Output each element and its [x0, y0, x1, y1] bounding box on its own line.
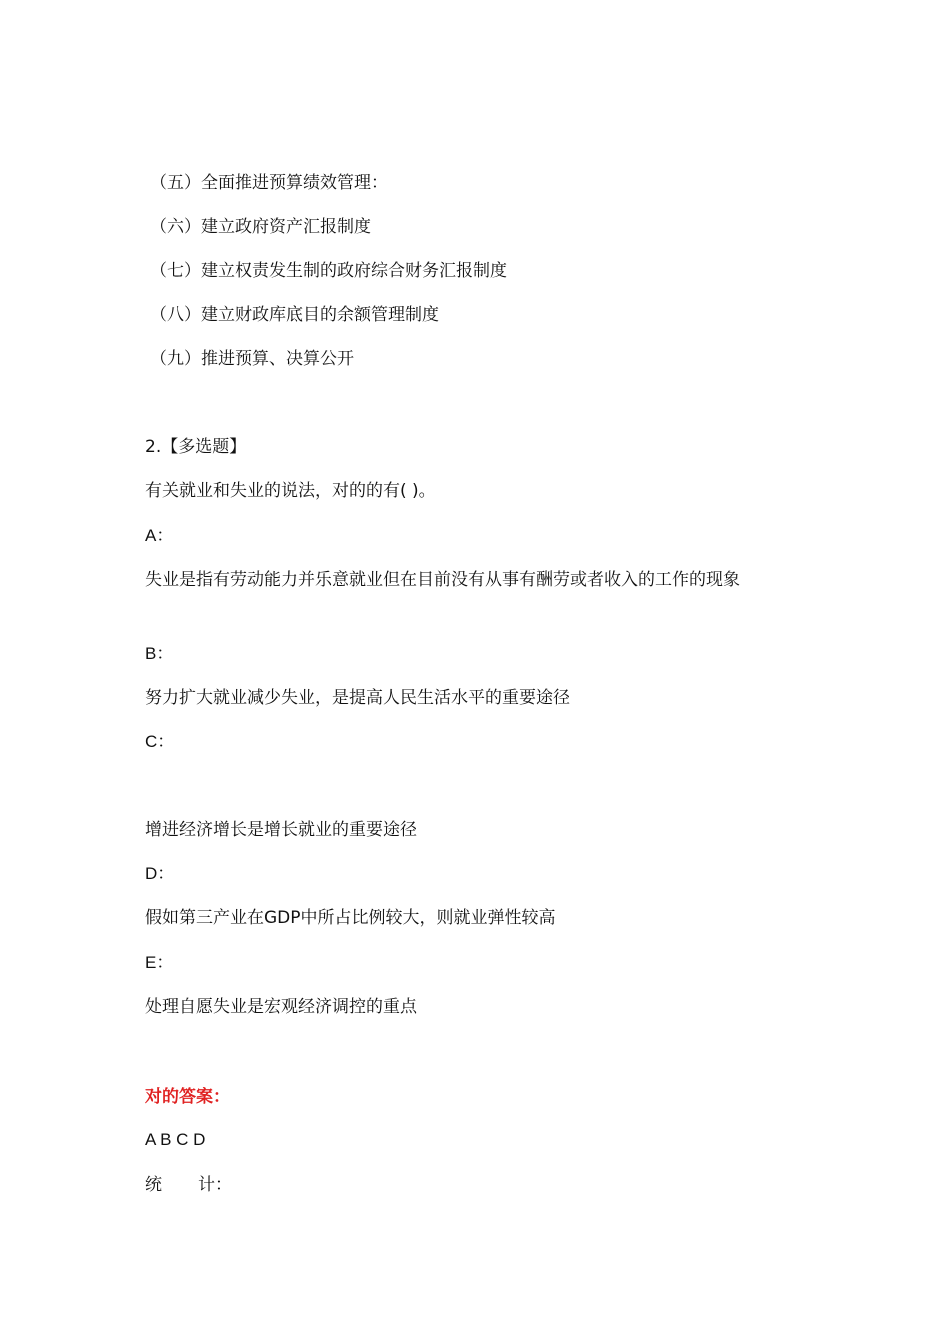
outline-item-7: （七）建立权责发生制的政府综合财务汇报制度: [150, 261, 507, 281]
outline-item-6: （六）建立政府资产汇报制度: [150, 217, 371, 237]
option-d-label: D：: [145, 864, 175, 883]
outline-item-8: （八）建立财政库底目的余额管理制度: [150, 305, 439, 325]
option-a-text: 失业是指有劳动能力并乐意就业但在目前没有从事有酬劳或者收入的工作的现象: [145, 570, 740, 590]
option-c-label: C：: [145, 732, 175, 751]
stats-label-char1: 统: [145, 1175, 162, 1195]
option-d-text: 假如第三产业在GDP中所占比例较大，则就业弹性较高: [145, 908, 556, 928]
answer-value: A B C D: [145, 1130, 206, 1149]
answer-heading: 对的答案：: [145, 1087, 230, 1107]
option-b-label: B：: [145, 644, 174, 663]
question-stem: 有关就业和失业的说法，对的的有( )。: [145, 481, 436, 501]
option-e-text: 处理自愿失业是宏观经济调控的重点: [145, 997, 417, 1017]
stats-label: [145, 1173, 232, 1197]
option-c-text: 增进经济增长是增长就业的重要途径: [145, 820, 417, 840]
outline-item-9: （九）推进预算、决算公开: [150, 349, 354, 369]
stats-label-char2: 计：: [198, 1175, 232, 1195]
option-a-label: A：: [145, 526, 174, 545]
option-e-label: E：: [145, 953, 174, 972]
option-b-text: 努力扩大就业减少失业，是提高人民生活水平的重要途径: [145, 688, 570, 708]
question-header: 2.【多选题】: [145, 437, 247, 457]
outline-item-5: （五）全面推进预算绩效管理：: [150, 173, 388, 193]
